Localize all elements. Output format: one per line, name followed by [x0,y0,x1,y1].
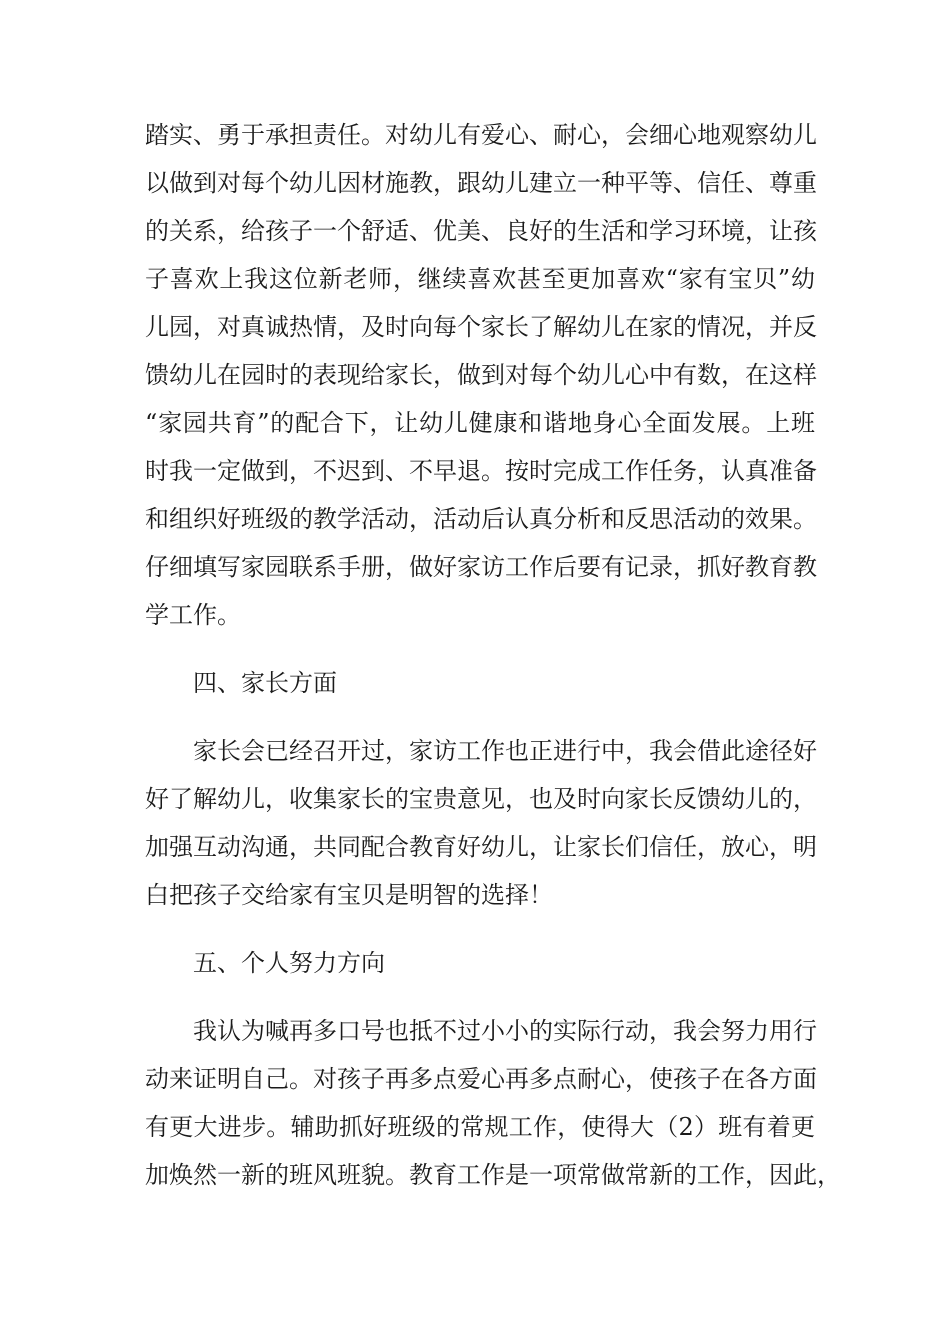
paragraph-line: 白把孩子交给家有宝贝是明智的选择！ [145,881,553,909]
paragraph-line: 儿园，对真诚热情，及时向每个家长了解幼儿在家的情况，并反 [145,313,817,341]
paragraph-spacing [145,987,815,1007]
paragraph-line: 加焕然一新的班风班貌。教育工作是一项常做常新的工作，因此， [145,1161,841,1189]
paragraph-line: 馈幼儿在园时的表现给家长，做到对每个幼儿心中有数，在这样 [145,361,817,389]
paragraph-line: 子喜欢上我这位新老师，继续喜欢甚至更加喜欢“家有宝贝”幼 [145,265,815,293]
section-heading-text: 五、个人努力方向 [193,949,385,977]
document-body [145,111,841,1199]
paragraph-line: “家园共育”的配合下，让幼儿健康和谐地身心全面发展。上班 [145,409,815,437]
paragraph-line: 的关系，给孩子一个舒适、优美、良好的生活和学习环境，让孩 [145,217,817,245]
section-heading-text: 四、家长方面 [193,669,337,697]
paragraph-line: 仔细填写家园联系手册，做好家访工作后要有记录，抓好教育教 [145,553,817,581]
paragraph-line: 我认为喊再多口号也抵不过小小的实际行动，我会努力用行 [193,1017,817,1045]
paragraph-line: 加强互动沟通，共同配合教育好幼儿，让家长们信任，放心，明 [145,833,817,861]
paragraph-line: 踏实、勇于承担责任。对幼儿有爱心、耐心，会细心地观察幼儿 [145,121,817,149]
section-heading [145,659,815,707]
paragraph-line: 和组织好班级的教学活动，活动后认真分析和反思活动的效果。 [145,505,817,533]
paragraph-line: 学工作。 [145,601,241,629]
paragraph-line: 有更大进步。辅助抓好班级的常规工作，使得大（2）班有着更 [145,1113,815,1141]
paragraph-spacing [145,639,815,659]
paragraph [145,727,815,919]
paragraph-line: 家长会已经召开过，家访工作也正进行中，我会借此途径好 [193,737,817,765]
paragraph-line: 以做到对每个幼儿因材施教，跟幼儿建立一种平等、信任、尊重 [145,169,817,197]
paragraph [145,111,815,639]
paragraph-line: 时我一定做到，不迟到、不早退。按时完成工作任务，认真准备 [145,457,817,485]
paragraph-spacing [145,919,815,939]
paragraph-spacing [145,707,815,727]
paragraph-line: 好了解幼儿，收集家长的宝贵意见，也及时向家长反馈幼儿的， [145,785,817,813]
paragraph [145,1007,841,1199]
paragraph-line: 动来证明自己。对孩子再多点爱心再多点耐心，使孩子在各方面 [145,1065,817,1093]
section-heading [145,939,815,987]
